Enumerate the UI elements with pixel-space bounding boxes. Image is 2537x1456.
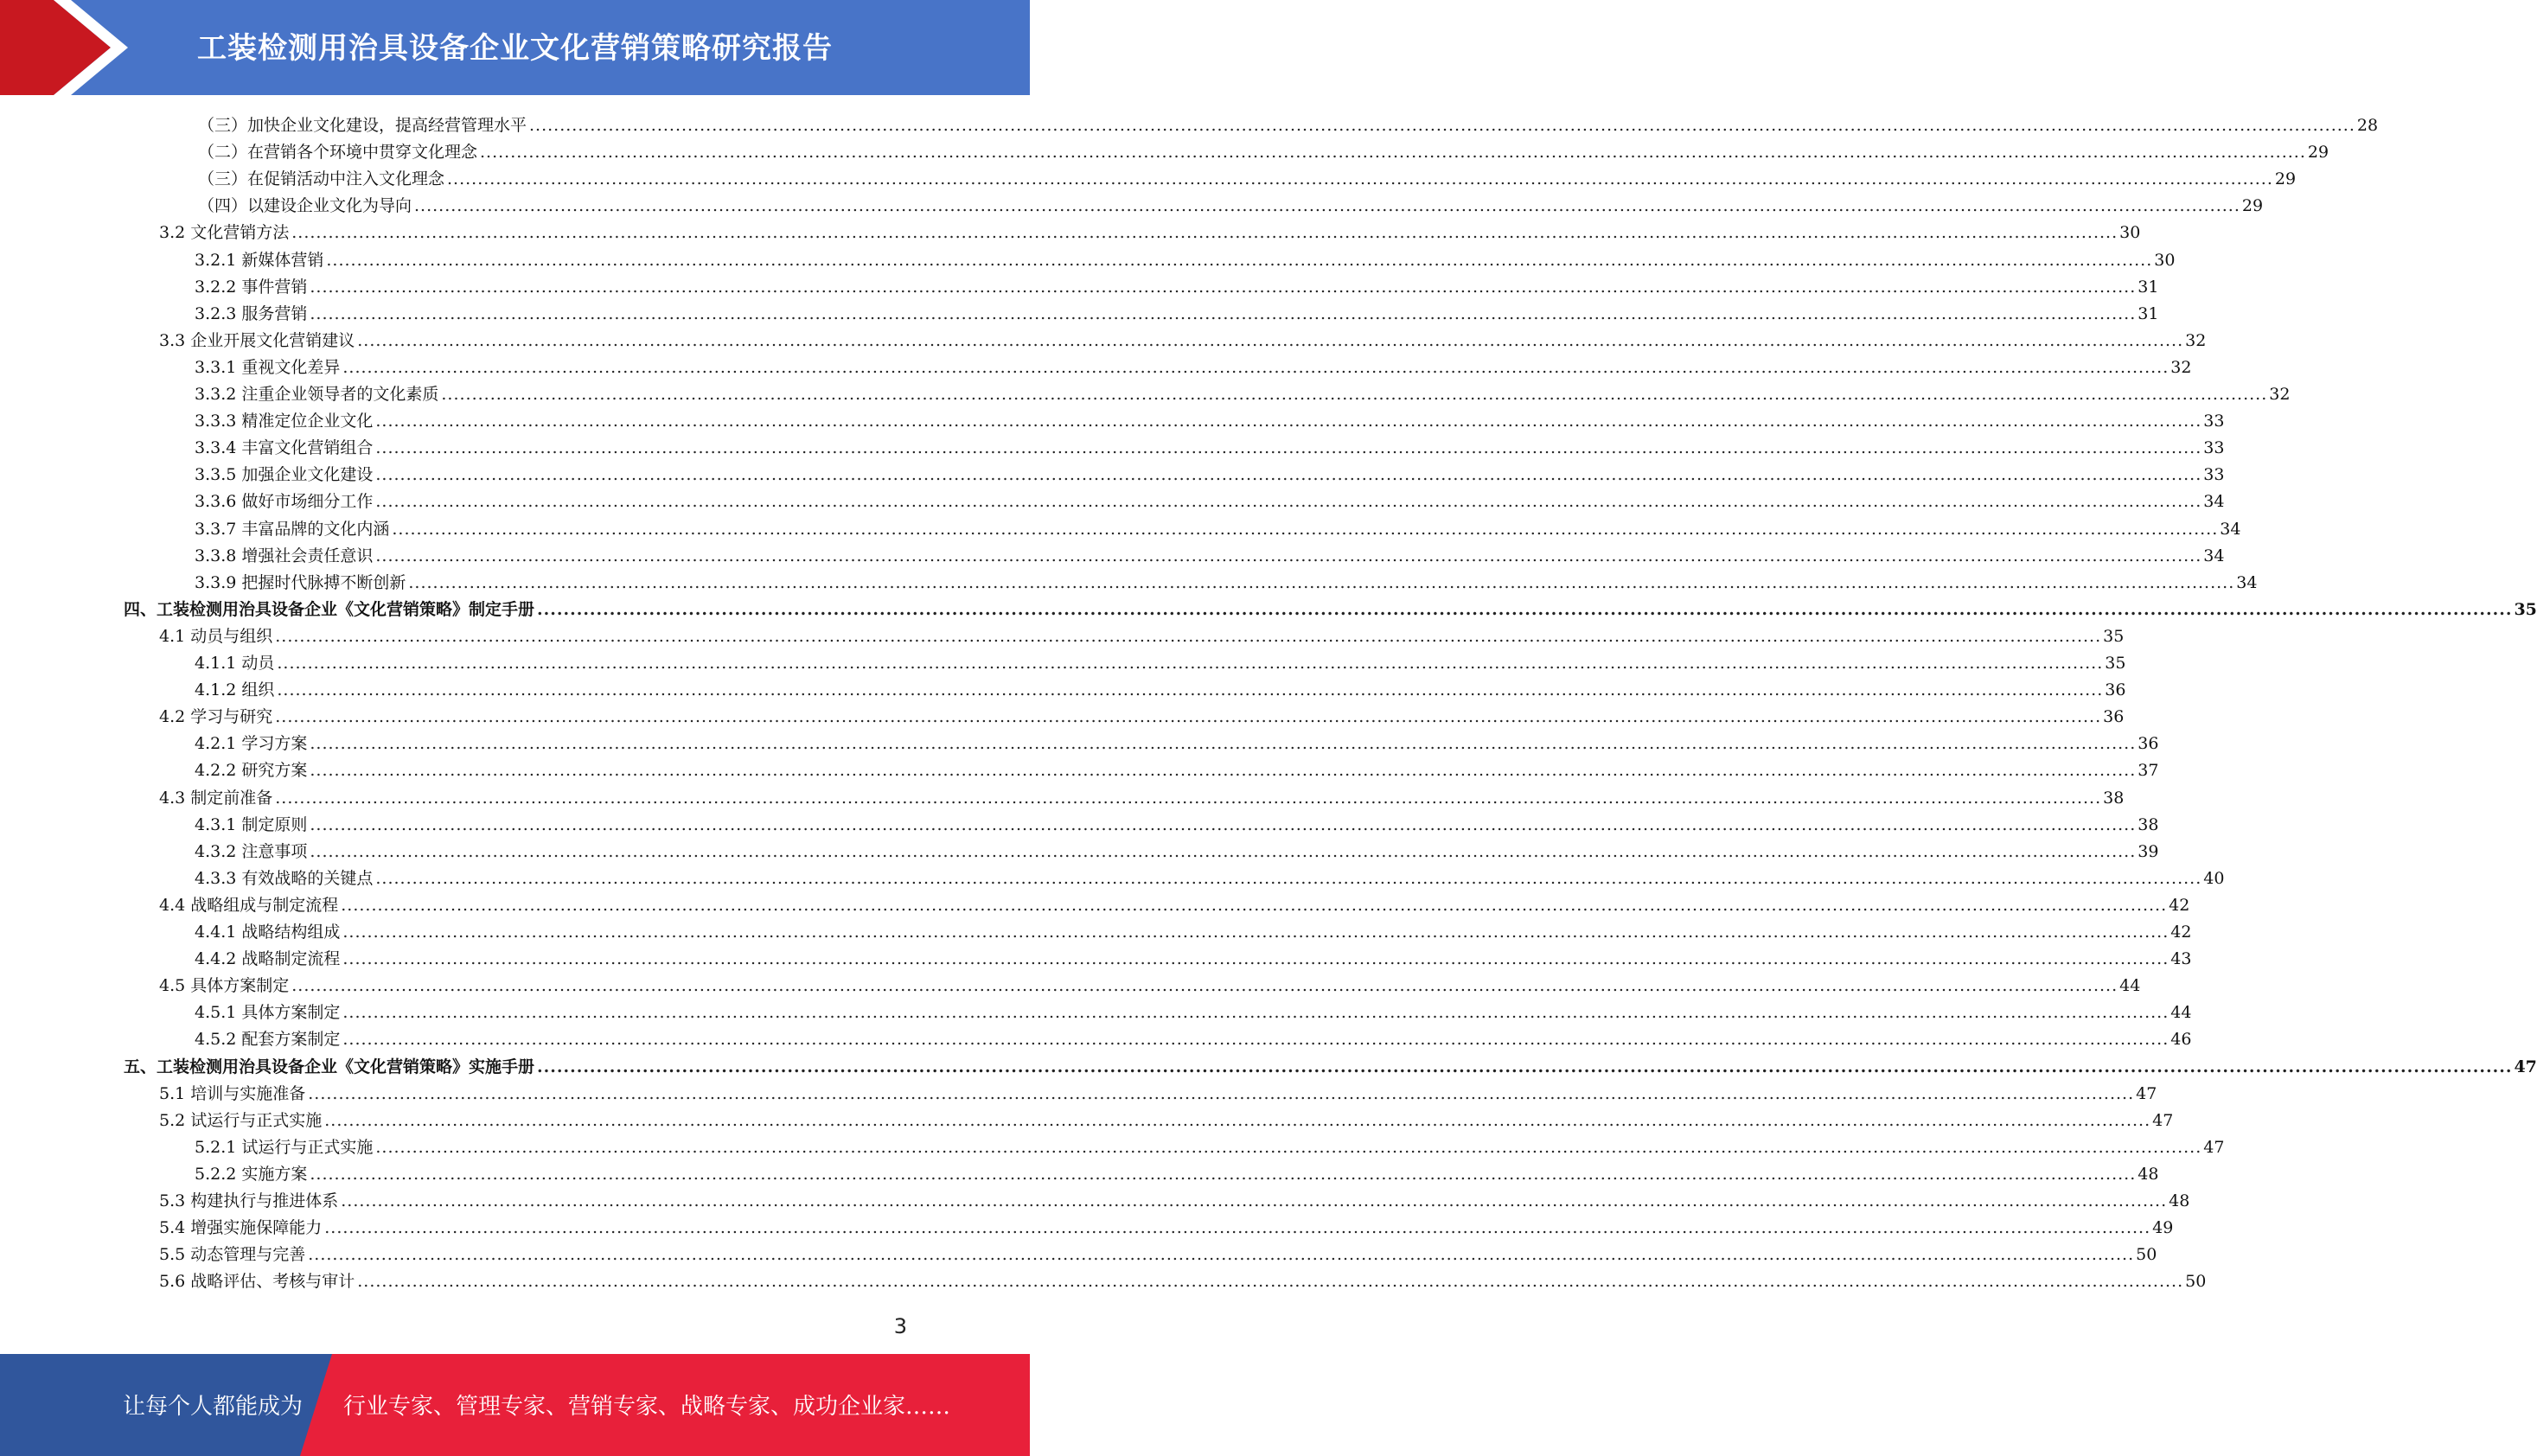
toc-entry-title: 3.3.9 把握时代脉搏不断创新	[195, 573, 406, 592]
toc-entry-title: 3.2 文化营销方法	[159, 223, 290, 242]
toc-leader-dots: ............................................................................................................................................................................................................................................................................................................	[341, 1191, 2168, 1210]
toc-entry-title: 4.2.2 研究方案	[195, 761, 308, 780]
toc-leader-dots: ............................................................................................................................................................................................................................................................................................................	[375, 1138, 2202, 1157]
toc-entry[interactable]	[159, 890, 2190, 916]
toc-entry-page: 44	[2119, 976, 2141, 995]
toc-entry-title: （二）在营销各个环境中贯穿文化理念	[198, 143, 478, 162]
toc-leader-dots: ............................................................................................................................................................................................................................................................................................................	[326, 251, 2153, 270]
toc-leader-dots: ............................................................................................................................................................................................................................................................................................................	[277, 654, 2104, 673]
toc-entry[interactable]	[195, 379, 2291, 406]
toc-entry-page: 39	[2138, 842, 2159, 861]
toc-entry[interactable]	[195, 486, 2225, 513]
toc-entry-title: （三）加快企业文化建设，提高经营管理水平	[198, 116, 527, 135]
toc-entry-title: 3.3.6 做好市场细分工作	[195, 492, 374, 511]
toc-entry-title: 4.5 具体方案制定	[159, 976, 290, 995]
toc-entry[interactable]	[195, 432, 2225, 459]
toc-leader-dots: ............................................................................................................................................................................................................................................................................................................	[537, 1057, 2513, 1076]
toc-entry-page: 40	[2203, 869, 2225, 888]
page-footer	[0, 1354, 1030, 1456]
toc-leader-dots: ............................................................................................................................................................................................................................................................................................................	[310, 304, 2137, 323]
toc-entry[interactable]	[159, 782, 2125, 809]
toc-leader-dots: ............................................................................................................................................................................................................................................................................................................	[324, 1111, 2151, 1130]
toc-entry[interactable]	[195, 916, 2192, 943]
toc-entry[interactable]	[195, 943, 2192, 970]
toc-entry[interactable]	[195, 997, 2192, 1024]
toc-entry-page: 30	[2119, 223, 2141, 242]
toc-entry-title: 五、工装检测用治具设备企业《文化营销策略》实施手册	[124, 1057, 535, 1076]
toc-entry-title: （四）以建设企业文化为导向	[198, 196, 412, 215]
toc-entry-page: 47	[2152, 1111, 2174, 1130]
toc-entry[interactable]	[195, 728, 2159, 755]
toc-leader-dots: ............................................................................................................................................................................................................................................................................................................	[414, 196, 2240, 215]
toc-entry[interactable]	[195, 459, 2225, 486]
toc-entry-title: 4.5.2 配套方案制定	[195, 1030, 341, 1049]
toc-leader-dots: ............................................................................................................................................................................................................................................................................................................	[342, 1030, 2170, 1049]
toc-entry-page: 48	[2169, 1191, 2190, 1210]
toc-leader-dots: ............................................................................................................................................................................................................................................................................................................	[342, 923, 2170, 942]
toc-leader-dots: ............................................................................................................................................................................................................................................................................................................	[447, 169, 2273, 188]
red-arrow-decoration	[0, 0, 138, 95]
toc-leader-dots: ............................................................................................................................................................................................................................................................................................................	[310, 842, 2137, 861]
toc-leader-dots: ............................................................................................................................................................................................................................................................................................................	[275, 627, 2102, 646]
toc-entry[interactable]	[195, 1159, 2159, 1185]
toc-leader-dots: ............................................................................................................................................................................................................................................................................................................	[341, 896, 2168, 915]
toc-entry-title: 四、工装检测用治具设备企业《文化营销策略》制定手册	[124, 600, 535, 619]
toc-entry-page: 33	[2203, 438, 2225, 457]
toc-entry-page: 29	[2274, 169, 2297, 188]
toc-leader-dots: ............................................................................................................................................................................................................................................................................................................	[342, 358, 2170, 377]
toc-entry-page: 35	[2514, 600, 2537, 619]
toc-entry[interactable]	[159, 701, 2125, 728]
toc-entry-page: 42	[2169, 896, 2190, 915]
toc-leader-dots: ............................................................................................................................................................................................................................................................................................................	[375, 465, 2202, 484]
toc-entry-title: 3.3.5 加强企业文化建设	[195, 465, 374, 484]
page-number: 3	[893, 1314, 907, 1338]
toc-entry-page: 44	[2170, 1003, 2192, 1022]
toc-leader-dots: ............................................................................................................................................................................................................................................................................................................	[308, 1084, 2135, 1103]
toc-entry[interactable]	[159, 1078, 2157, 1105]
toc-leader-dots: ............................................................................................................................................................................................................................................................................................................	[308, 1245, 2135, 1264]
toc-entry[interactable]	[195, 245, 2176, 271]
toc-entry-title: （三）在促销活动中注入文化理念	[198, 169, 445, 188]
toc-entry-page: 33	[2203, 465, 2225, 484]
toc-entry[interactable]	[159, 1185, 2190, 1212]
toc-leader-dots: ............................................................................................................................................................................................................................................................................................................	[310, 1165, 2137, 1184]
toc-entry-title: 4.5.1 具体方案制定	[195, 1003, 341, 1022]
toc-entry-page: 37	[2138, 761, 2159, 780]
toc-entry-title: 4.1 动员与组织	[159, 627, 273, 646]
toc-leader-dots: ............................................................................................................................................................................................................................................................................................................	[342, 949, 2170, 968]
toc-leader-dots: ............................................................................................................................................................................................................................................................................................................	[324, 1218, 2151, 1237]
toc-entry-page: 34	[2220, 520, 2241, 539]
toc-entry-title: 5.4 增强实施保障能力	[159, 1218, 323, 1237]
toc-entry[interactable]	[195, 514, 2241, 540]
toc-entry[interactable]	[195, 674, 2126, 701]
toc-entry[interactable]	[195, 352, 2192, 379]
toc-entry[interactable]	[124, 594, 2537, 621]
footer-slogan-right: 行业专家、管理专家、营销专家、战略专家、成功企业家……	[343, 1394, 951, 1420]
toc-leader-dots: ............................................................................................................................................................................................................................................................................................................	[375, 492, 2202, 511]
toc-leader-dots: ............................................................................................................................................................................................................................................................................................................	[275, 707, 2102, 726]
toc-entry[interactable]	[195, 1132, 2225, 1159]
toc-entry[interactable]	[198, 110, 2379, 137]
toc-entry-title: 5.1 培训与实施准备	[159, 1084, 306, 1103]
toc-entry-page: 46	[2170, 1030, 2192, 1049]
toc-entry-page: 32	[2269, 385, 2291, 404]
toc-entry-title: 4.2 学习与研究	[159, 707, 273, 726]
toc-entry[interactable]	[195, 755, 2159, 782]
toc-entry-page: 36	[2103, 707, 2125, 726]
toc-entry-page: 31	[2138, 278, 2159, 297]
toc-entry[interactable]	[195, 809, 2159, 836]
toc-entry-title: 3.3.8 增强社会责任意识	[195, 546, 374, 565]
toc-entry-page: 30	[2154, 251, 2176, 270]
toc-leader-dots: ............................................................................................................................................................................................................................................................................................................	[375, 412, 2202, 431]
toc-entry[interactable]	[195, 567, 2258, 594]
toc-entry-title: 4.4.2 战略制定流程	[195, 949, 341, 968]
toc-entry-page: 32	[2185, 331, 2207, 350]
toc-leader-dots: ............................................................................................................................................................................................................................................................................................................	[375, 546, 2202, 565]
toc-entry-page: 49	[2152, 1218, 2174, 1237]
toc-leader-dots: ............................................................................................................................................................................................................................................................................................................	[310, 734, 2137, 753]
report-title: 工装检测用治具设备企业文化营销策略研究报告	[197, 31, 833, 66]
toc-entry[interactable]	[159, 217, 2141, 244]
toc-entry-title: 5.2 试运行与正式实施	[159, 1111, 323, 1130]
toc-leader-dots: ............................................................................................................................................................................................................................................................................................................	[529, 116, 2355, 135]
toc-entry[interactable]	[159, 970, 2141, 997]
toc-entry-page: 47	[2514, 1057, 2537, 1076]
toc-entry-page: 36	[2105, 680, 2126, 699]
toc-entry[interactable]	[198, 190, 2264, 217]
toc-entry-page: 34	[2203, 492, 2225, 511]
toc-entry[interactable]	[159, 1212, 2174, 1239]
toc-entry-title: 4.3.1 制定原则	[195, 815, 308, 834]
toc-entry[interactable]	[195, 540, 2225, 567]
toc-leader-dots: ............................................................................................................................................................................................................................................................................................................	[375, 438, 2202, 457]
toc-leader-dots: ............................................................................................................................................................................................................................................................................................................	[357, 1272, 2184, 1291]
toc-entry-page: 48	[2138, 1165, 2159, 1184]
toc-entry-title: 3.3.1 重视文化差异	[195, 358, 341, 377]
toc-leader-dots: ............................................................................................................................................................................................................................................................................................................	[357, 331, 2184, 350]
toc-entry-title: 3.2.3 服务营销	[195, 304, 308, 323]
toc-entry-title: 4.4.1 战略结构组成	[195, 923, 341, 942]
toc-entry[interactable]	[195, 1024, 2192, 1050]
toc-entry[interactable]	[159, 1239, 2157, 1266]
toc-entry-title: 5.5 动态管理与完善	[159, 1245, 306, 1264]
toc-leader-dots: ............................................................................................................................................................................................................................................................................................................	[275, 789, 2102, 808]
toc-leader-dots: ............................................................................................................................................................................................................................................................................................................	[392, 520, 2219, 539]
toc-leader-dots: ............................................................................................................................................................................................................................................................................................................	[310, 278, 2137, 297]
toc-entry-title: 4.3.2 注意事项	[195, 842, 308, 861]
toc-entry-page: 33	[2203, 412, 2225, 431]
toc-leader-dots: ............................................................................................................................................................................................................................................................................................................	[480, 143, 2306, 162]
toc-entry-title: 3.3.4 丰富文化营销组合	[195, 438, 374, 457]
toc-entry-page: 34	[2236, 573, 2258, 592]
toc-entry[interactable]	[195, 406, 2225, 432]
toc-entry-title: 4.2.1 学习方案	[195, 734, 308, 753]
toc-entry-title: 5.6 战略评估、考核与审计	[159, 1272, 355, 1291]
toc-entry-title: 3.3.2 注重企业领导者的文化素质	[195, 385, 439, 404]
toc-entry-page: 29	[2307, 143, 2329, 162]
toc-entry[interactable]	[159, 325, 2207, 352]
toc-entry-title: 4.3 制定前准备	[159, 789, 273, 808]
toc-entry[interactable]	[159, 621, 2125, 648]
toc-entry-page: 35	[2105, 654, 2126, 673]
toc-leader-dots: ............................................................................................................................................................................................................................................................................................................	[441, 385, 2268, 404]
toc-entry[interactable]	[195, 863, 2225, 890]
toc-entry-page: 38	[2103, 789, 2125, 808]
toc-entry-page: 50	[2185, 1272, 2207, 1291]
toc-leader-dots: ............................................................................................................................................................................................................................................................................................................	[342, 1003, 2170, 1022]
toc-entry-page: 47	[2136, 1084, 2157, 1103]
toc-entry-title: 5.3 构建执行与推进体系	[159, 1191, 339, 1210]
toc-entry-title: 4.1.1 动员	[195, 654, 275, 673]
toc-entry[interactable]	[159, 1266, 2207, 1293]
toc-entry-page: 36	[2138, 734, 2159, 753]
toc-entry-title: 4.4 战略组成与制定流程	[159, 896, 339, 915]
toc-entry-title: 5.2.1 试运行与正式实施	[195, 1138, 374, 1157]
toc-leader-dots: ............................................................................................................................................................................................................................................................................................................	[310, 815, 2137, 834]
toc-leader-dots: ............................................................................................................................................................................................................................................................................................................	[277, 680, 2104, 699]
toc-entry-title: 3.3.3 精准定位企业文化	[195, 412, 374, 431]
toc-entry[interactable]	[124, 1051, 2537, 1078]
toc-entry-title: 3.2.1 新媒体营销	[195, 251, 324, 270]
toc-entry-page: 34	[2203, 546, 2225, 565]
toc-entry-page: 42	[2170, 923, 2192, 942]
toc-entry-title: 3.3 企业开展文化营销建议	[159, 331, 355, 350]
toc-entry-page: 35	[2103, 627, 2125, 646]
toc-entry-page: 50	[2136, 1245, 2157, 1264]
toc-entry[interactable]	[195, 298, 2159, 325]
toc-entry-page: 47	[2203, 1138, 2225, 1157]
toc-entry[interactable]	[159, 1105, 2174, 1132]
toc-entry[interactable]	[198, 163, 2297, 190]
toc-entry-page: 32	[2170, 358, 2192, 377]
toc-entry-page: 31	[2138, 304, 2159, 323]
toc-entry-page: 29	[2241, 196, 2264, 215]
toc-entry-page: 28	[2356, 116, 2379, 135]
toc-leader-dots: ............................................................................................................................................................................................................................................................................................................	[310, 761, 2137, 780]
toc-entry-title: 4.3.3 有效战略的关键点	[195, 869, 374, 888]
toc-entry[interactable]	[195, 836, 2159, 863]
toc-entry-page: 38	[2138, 815, 2159, 834]
toc-entry[interactable]	[195, 271, 2159, 298]
toc-entry-title: 3.3.7 丰富品牌的文化内涵	[195, 520, 390, 539]
toc-leader-dots: ............................................................................................................................................................................................................................................................................................................	[291, 223, 2118, 242]
toc-leader-dots: ............................................................................................................................................................................................................................................................................................................	[537, 600, 2513, 619]
toc-entry[interactable]	[195, 648, 2126, 674]
toc-leader-dots: ............................................................................................................................................................................................................................................................................................................	[375, 869, 2202, 888]
footer-slogan-left: 让每个人都能成为	[123, 1394, 304, 1420]
toc-entry-title: 4.1.2 组织	[195, 680, 275, 699]
toc-entry-title: 3.2.2 事件营销	[195, 278, 308, 297]
toc-entry-title: 5.2.2 实施方案	[195, 1165, 308, 1184]
page-header	[0, 0, 1030, 95]
toc-entry-page: 43	[2170, 949, 2192, 968]
toc-leader-dots: ............................................................................................................................................................................................................................................................................................................	[291, 976, 2118, 995]
toc-leader-dots: ............................................................................................................................................................................................................................................................................................................	[408, 573, 2235, 592]
toc-entry[interactable]	[198, 137, 2329, 163]
